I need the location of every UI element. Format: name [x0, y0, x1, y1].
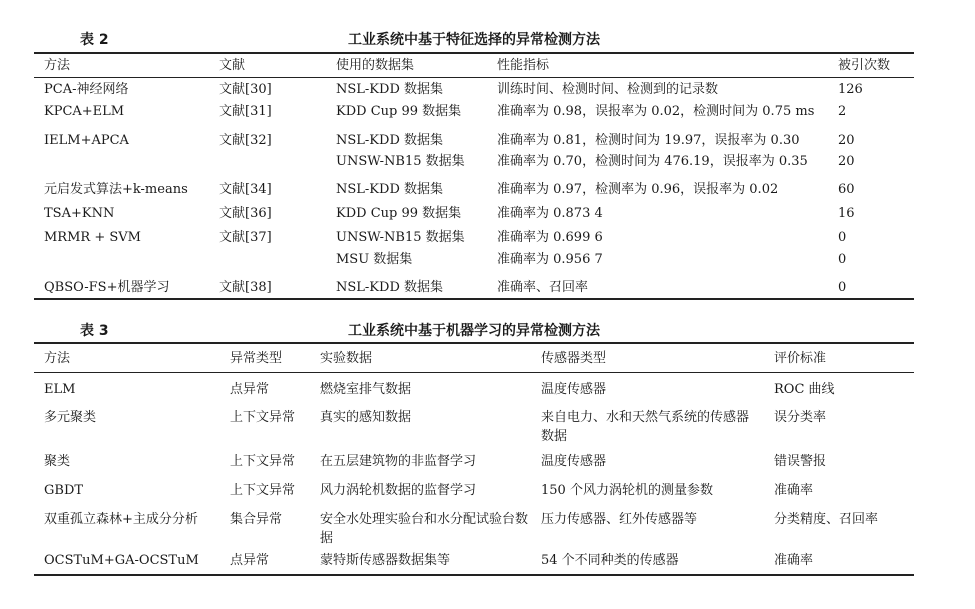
table2-header-dataset: 使用的数据集 [336, 58, 415, 73]
table2-cell: KPCA+ELM [44, 104, 125, 119]
table2-cell: 20 [838, 154, 855, 169]
table3-cell: 误分类率 [774, 410, 827, 425]
table2-cell: 文献[36] [219, 206, 272, 221]
table3-cell: 多元聚类 [44, 410, 97, 425]
table2-header-citations: 被引次数 [838, 58, 891, 73]
table3-cell: GBDT [44, 483, 84, 498]
table2-header-ref: 文献 [219, 58, 246, 73]
table2-cell: 准确率、召回率 [497, 280, 589, 295]
table3-cell: 150 个风力涡轮机的测量参数 [541, 483, 713, 498]
table2-cell: QBSO-FS+机器学习 [44, 280, 170, 295]
table3-cell: 在五层建筑物的非监督学习 [320, 454, 477, 469]
table3-cell: 温度传感器 [541, 382, 607, 397]
table2-cell: 文献[37] [219, 230, 272, 245]
table2-bottom-rule [34, 298, 914, 300]
table2-cell: NSL-KDD 数据集 [336, 182, 443, 197]
table3-cell: 集合异常 [230, 512, 283, 527]
table2-cell: 0 [838, 252, 847, 267]
table2-cell: 准确率为 0.699 6 [497, 230, 603, 245]
table2-cell: NSL-KDD 数据集 [336, 82, 443, 97]
table3-cell: OCSTuM+GA-OCSTuM [44, 553, 199, 568]
table3-bottom-rule [34, 574, 914, 576]
table3-cell: 温度传感器 [541, 454, 607, 469]
table2-cell: 文献[32] [219, 133, 272, 148]
table3-cell: 点异常 [230, 553, 270, 568]
table2-cell: 0 [838, 230, 847, 245]
table3-cell: ELM [44, 382, 76, 397]
table3-cell: 安全水处理实验台和水分配试验台数据 [320, 512, 529, 546]
table3-caption [34, 320, 914, 342]
table2-cell: 16 [838, 206, 855, 221]
table2-cell: 准确率为 0.98，误报率为 0.02，检测时间为 0.75 ms [497, 104, 815, 119]
table2-cell: TSA+KNN [44, 206, 115, 221]
table3-cell: 风力涡轮机数据的监督学习 [320, 483, 477, 498]
table3-cell: 上下文异常 [230, 483, 296, 498]
table2-cell: 文献[38] [219, 280, 272, 295]
table3-top-rule [34, 342, 914, 344]
table3-title: 工业系统中基于机器学习的异常检测方法 [348, 323, 600, 339]
table2-top-rule [34, 52, 914, 54]
table2-cell: 20 [838, 133, 855, 148]
table2-cell: IELM+APCA [44, 133, 129, 148]
table2-cell: KDD Cup 99 数据集 [336, 104, 462, 119]
table3-header-rule [34, 372, 914, 373]
table2-cell: 准确率为 0.81，检测时间为 19.97，误报率为 0.30 [497, 133, 800, 148]
table2-cell: 准确率为 0.873 4 [497, 206, 603, 221]
table2-cell: 文献[34] [219, 182, 272, 197]
table2-header-rule [34, 77, 914, 78]
table2-cell: UNSW-NB15 数据集 [336, 154, 465, 169]
table2-cell: 文献[31] [219, 104, 272, 119]
table2-cell: MRMR + SVM [44, 230, 141, 245]
table3-cell: 压力传感器、红外传感器等 [541, 512, 698, 527]
table2-cell: 0 [838, 280, 847, 295]
table3-cell: 准确率 [774, 483, 814, 498]
table3-cell: 燃烧室排气数据 [320, 382, 412, 397]
table3-header-sensor: 传感器类型 [541, 351, 607, 366]
table3-header-anomaly-type: 异常类型 [230, 351, 283, 366]
table3-header-method: 方法 [44, 351, 71, 366]
table3-cell: ROC 曲线 [774, 382, 835, 397]
table3-cell: 双重孤立森林+主成分分析 [44, 512, 198, 527]
table2-cell: KDD Cup 99 数据集 [336, 206, 462, 221]
table2-cell: 元启发式算法+k-means [44, 182, 188, 197]
table3-number: 表 3 [80, 323, 109, 339]
table2-cell: 60 [838, 182, 855, 197]
table3-cell: 错误警报 [774, 454, 827, 469]
table2-cell: NSL-KDD 数据集 [336, 133, 443, 148]
table3-cell: 上下文异常 [230, 410, 296, 425]
table2-cell: NSL-KDD 数据集 [336, 280, 443, 295]
table3-cell: 蒙特斯传感器数据集等 [320, 553, 451, 568]
table2-cell: 2 [838, 104, 847, 119]
table3-cell: 分类精度、召回率 [774, 512, 879, 527]
table3-cell: 上下文异常 [230, 454, 296, 469]
table3-cell: 准确率 [774, 553, 814, 568]
table2-title: 工业系统中基于特征选择的异常检测方法 [348, 32, 600, 48]
table2-cell: 126 [838, 82, 863, 97]
table2-header-method: 方法 [44, 58, 71, 73]
table2-cell: 训练时间、检测时间、检测到的记录数 [497, 82, 719, 97]
table3-cell: 点异常 [230, 382, 270, 397]
table2-header-metrics: 性能指标 [497, 58, 550, 73]
table2-cell: 准确率为 0.956 7 [497, 252, 603, 267]
table2-cell: MSU 数据集 [336, 252, 413, 267]
table3-cell: 54 个不同种类的传感器 [541, 553, 679, 568]
table2-cell: 准确率为 0.97，检测率为 0.96，误报率为 0.02 [497, 182, 779, 197]
table2-caption [34, 29, 914, 51]
table2-cell: UNSW-NB15 数据集 [336, 230, 465, 245]
table2-cell: 文献[30] [219, 82, 272, 97]
table2-cell: 准确率为 0.70，检测时间为 476.19，误报率为 0.35 [497, 154, 808, 169]
table2-number: 表 2 [80, 32, 109, 48]
table3-cell: 聚类 [44, 454, 71, 469]
table2-cell: PCA-神经网络 [44, 82, 129, 97]
table3-cell: 真实的感知数据 [320, 410, 412, 425]
table3-header-data: 实验数据 [320, 351, 373, 366]
table3-cell: 来自电力、水和天然气系统的传感器数据 [541, 410, 750, 444]
table3-header-criteria: 评价标准 [774, 351, 827, 366]
